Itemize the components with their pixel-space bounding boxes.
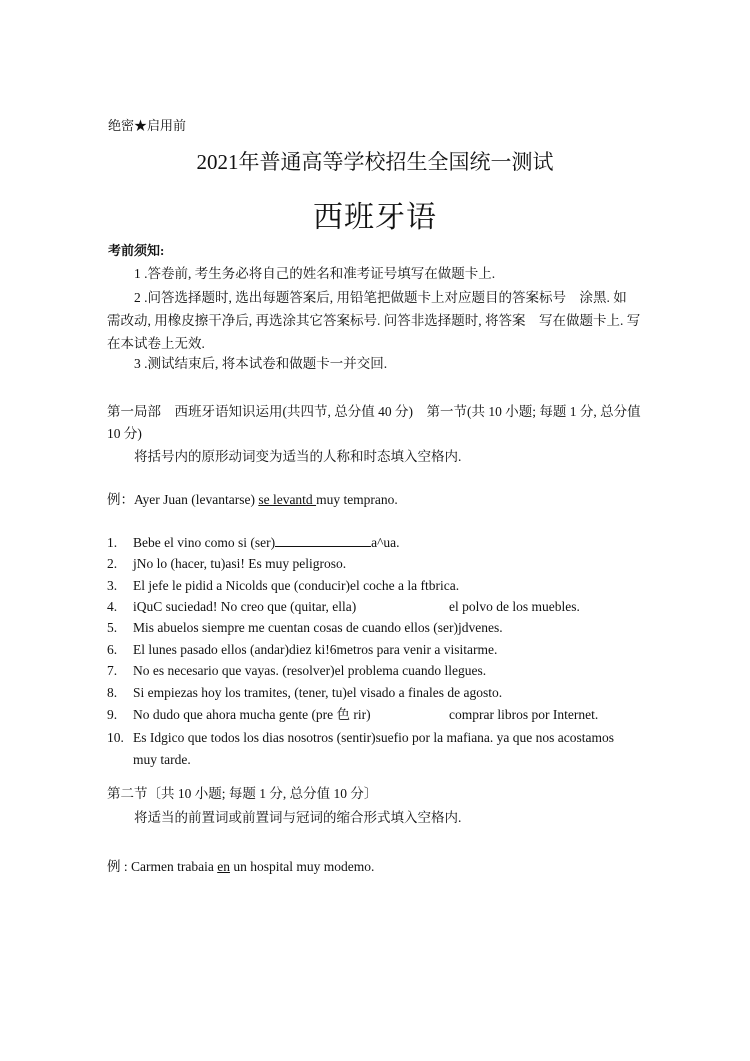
question-number: 1. — [107, 535, 118, 550]
question-10 — [107, 727, 615, 767]
question-text: iQuC suciedad! No creo que (quitar, ella) — [133, 599, 357, 614]
question-7 — [107, 660, 487, 682]
question-number: 10. — [107, 730, 124, 745]
example-prefix: 例 : Carmen trabaia — [107, 859, 218, 874]
example-suffix: un hospital muy modemo. — [229, 859, 375, 874]
notice-item-1: 1 .答卷前, 考生务必将自己的姓名和准考证号填写在做题卡上. — [134, 266, 496, 281]
part2-example — [107, 856, 374, 878]
question-number: 4. — [107, 599, 118, 614]
question-text: Si empiezas hoy los tramites, (tener, tu)el visado a finales de agosto. — [133, 685, 503, 700]
question-text: El lunes pasado ellos (andar)diez ki!6metros para venir a visitarme. — [133, 642, 498, 657]
notice-item-2-line1: 2 .问答选择题时, 选出每题答案后, 用铅笔把做题卡上对应题目的答案标号 涂黑. 如 — [134, 290, 627, 305]
question-text-end: comprar libros por Internet. — [449, 707, 599, 722]
question-number: 3. — [107, 578, 118, 593]
question-4 — [107, 596, 580, 618]
question-number: 8. — [107, 685, 118, 700]
question-9 — [107, 704, 599, 726]
question-text: Bebe el vino como si (ser) — [133, 535, 276, 550]
example-suffix: muy temprano. — [316, 492, 398, 507]
question-number: 5. — [107, 620, 118, 635]
question-text: No es necesario que vayas. (resolver)el problema cuando llegues. — [133, 663, 487, 678]
question-text-end: a^ua. — [371, 535, 400, 550]
question-text: Es Idgico que todos los dias nosotros (sentir)suefio por la mafiana. ya que nos acostamos — [133, 730, 615, 745]
notice-item-3: 3 .测试结束后, 将本试卷和做题卡一并交回. — [134, 356, 388, 371]
subject-title: 西班牙语 — [313, 201, 437, 234]
question-number: 6. — [107, 642, 118, 657]
example-answer: en — [217, 859, 230, 874]
question-text: No dudo que ahora mucha gente (pre 色 rir) — [133, 707, 371, 722]
notice-item-2-line2: 需改动, 用橡皮擦干净后, 再选涂其它答案标号. 问答非选择题时, 将答案 写在做题卡上. 写 — [107, 313, 641, 328]
question-6 — [107, 639, 498, 661]
question-text: El jefe le pidid a Nicolds que (conducir)el coche a la ftbrica. — [133, 578, 460, 593]
part1-example — [107, 489, 398, 511]
notice-item-2-line3: 在本试卷上无效. — [107, 336, 205, 351]
notice-heading: 考前须知: — [108, 243, 165, 258]
exam-title: 2021年普通高等学校招生全国统一测试 — [196, 150, 554, 174]
part2-instruction: 将适当的前置词或前置词与冠词的缩合形式填入空格内. — [134, 810, 462, 825]
confidential-label: 绝密★启用前 — [108, 118, 187, 133]
part1-instruction: 将括号内的原形动词变为适当的人称和时态填入空格内. — [134, 449, 462, 464]
question-5 — [107, 617, 503, 639]
question-text: jNo lo (hacer, tu)asi! Es muy peligroso. — [133, 556, 347, 571]
part1-heading-line1: 第一局部 西班牙语知识运用(共四节, 总分值 40 分) 第一节(共 10 小题; 每题 1 分, 总分值 — [107, 404, 641, 419]
question-number: 7. — [107, 663, 118, 678]
question-3 — [107, 575, 460, 597]
part1-heading-line2: 10 分) — [107, 426, 142, 441]
question-8 — [107, 682, 503, 704]
answer-blank[interactable] — [275, 534, 371, 547]
question-number: 9. — [107, 707, 118, 722]
example-prefix: 例：Ayer Juan (levantarse) — [107, 492, 259, 507]
question-number: 2. — [107, 556, 118, 571]
question-1 — [107, 532, 400, 554]
question-text-end: el polvo de los muebles. — [449, 599, 580, 614]
question-text-continued: muy tarde. — [133, 752, 191, 767]
question-text: Mis abuelos siempre me cuentan cosas de cuando ellos (ser)jdvenes. — [133, 620, 503, 635]
part2-heading: 第二节〔共 10 小题; 每题 1 分, 总分值 10 分〕 — [107, 786, 378, 801]
example-answer: se levantd — [258, 492, 317, 507]
question-2 — [107, 553, 347, 575]
